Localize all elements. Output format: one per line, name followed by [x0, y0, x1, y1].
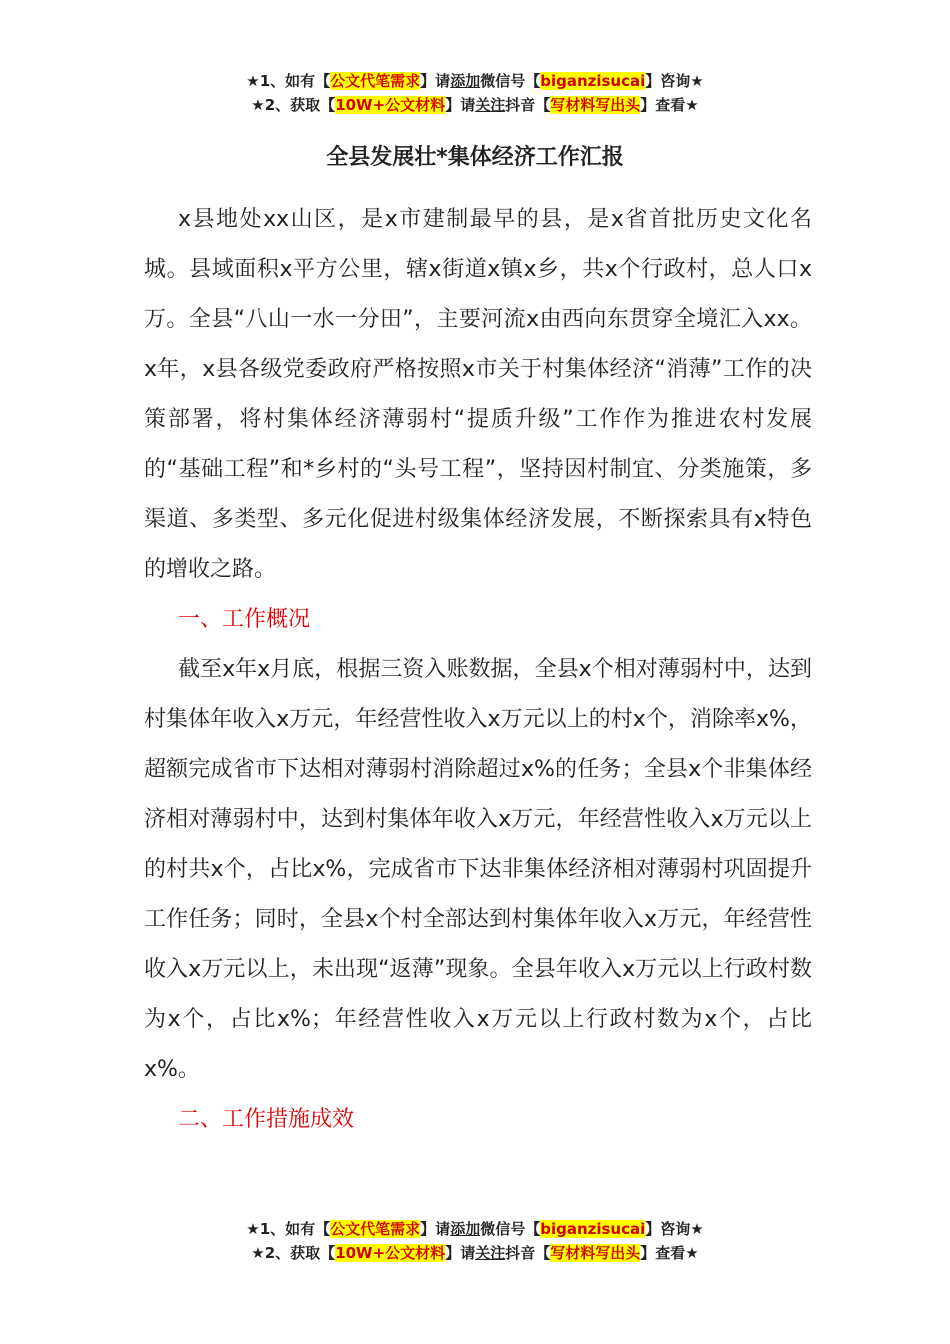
promo-text: ★1、如有【 — [246, 1220, 331, 1238]
promo-highlight: 公文代笔需求 — [330, 72, 421, 90]
promo-highlight: 公文代笔需求 — [330, 1220, 421, 1238]
promo-underline: 添加 — [450, 72, 481, 90]
promo-text: 】请 — [420, 1220, 451, 1238]
promo-underline: 关注 — [475, 1244, 506, 1262]
promo-underline: 添加 — [450, 1220, 481, 1238]
promo-highlight: 写材料写出头 — [550, 1244, 641, 1262]
promo-text: ★2、获取【 — [251, 1244, 336, 1262]
promo-highlight: 10W+公文材料 — [335, 96, 446, 114]
document-body — [144, 195, 812, 1145]
intro-paragraph: x县地处xx山区，是x市建制最早的县，是x省首批历史文化名城。县域面积x平方公里，辖x街道x镇x乡，共x个行政村，总人口x万。全县“八山一水一分田”，主要河流x由西向东贯穿全境汇入xx。x年，x县各级党委政府严格按照x市关于村集体经济“消薄”工作的决策部署，将村集体经济薄弱村“提质升级”工作作为推进农村发展的“基础工程”和*乡村的“头号工程”，坚持因村制宜、分类施策，多渠道、多类型、多元化促进村级集体经济发展，不断探索具有x特色的增收之路。 — [144, 207, 812, 582]
promo-highlight: 10W+公文材料 — [335, 1244, 446, 1262]
promo-line-2 — [0, 93, 950, 117]
document-title: 全县发展壮*集体经济工作汇报 — [326, 145, 624, 170]
promo-highlight: 写材料写出头 — [550, 96, 641, 114]
promo-text: 】查看★ — [640, 1244, 699, 1262]
promo-text: 】请 — [420, 72, 451, 90]
promo-line-1 — [0, 69, 950, 93]
promo-text: 】请 — [445, 1244, 476, 1262]
footer-promo-banner — [0, 1217, 950, 1265]
section-heading-overview: 一、工作概况 — [178, 607, 311, 632]
overview-paragraph: 截至x年x月底，根据三资入账数据，全县x个相对薄弱村中，达到村集体年收入x万元，年经营性收入x万元以上的村x个，消除率x%，超额完成省市下达相对薄弱村消除超过x%的任务；全县x个非集体经济相对薄弱村中，达到村集体年收入x万元，年经营性收入x万元以上的村共x个，占比x%，完成省市下达非集体经济相对薄弱村巩固提升工作任务；同时，全县x个村全部达到村集体年收入x万元，年经营性收入x万元以上，未出现“返薄”现象。全县年收入x万元以上行政村数为x个，占比x%；年经营性收入x万元以上行政村数为x个，占比x%。 — [144, 657, 812, 1082]
promo-underline: 关注 — [475, 96, 506, 114]
section-heading-measures: 二、工作措施成效 — [178, 1107, 355, 1132]
promo-text: 】咨询★ — [645, 1220, 704, 1238]
header-promo-banner — [0, 69, 950, 117]
promo-text: 】咨询★ — [645, 72, 704, 90]
promo-text: 抖音【 — [505, 1244, 551, 1262]
promo-highlight: biganzisucai — [540, 1220, 646, 1238]
promo-text: 抖音【 — [505, 96, 551, 114]
promo-highlight: biganzisucai — [540, 72, 646, 90]
promo-text: 】请 — [445, 96, 476, 114]
promo-line-1 — [0, 1217, 950, 1241]
promo-text: 微信号【 — [480, 1220, 541, 1238]
promo-text: ★1、如有【 — [246, 72, 331, 90]
promo-text: ★2、获取【 — [251, 96, 336, 114]
promo-text: 】查看★ — [640, 96, 699, 114]
promo-text: 微信号【 — [480, 72, 541, 90]
promo-line-2 — [0, 1241, 950, 1265]
